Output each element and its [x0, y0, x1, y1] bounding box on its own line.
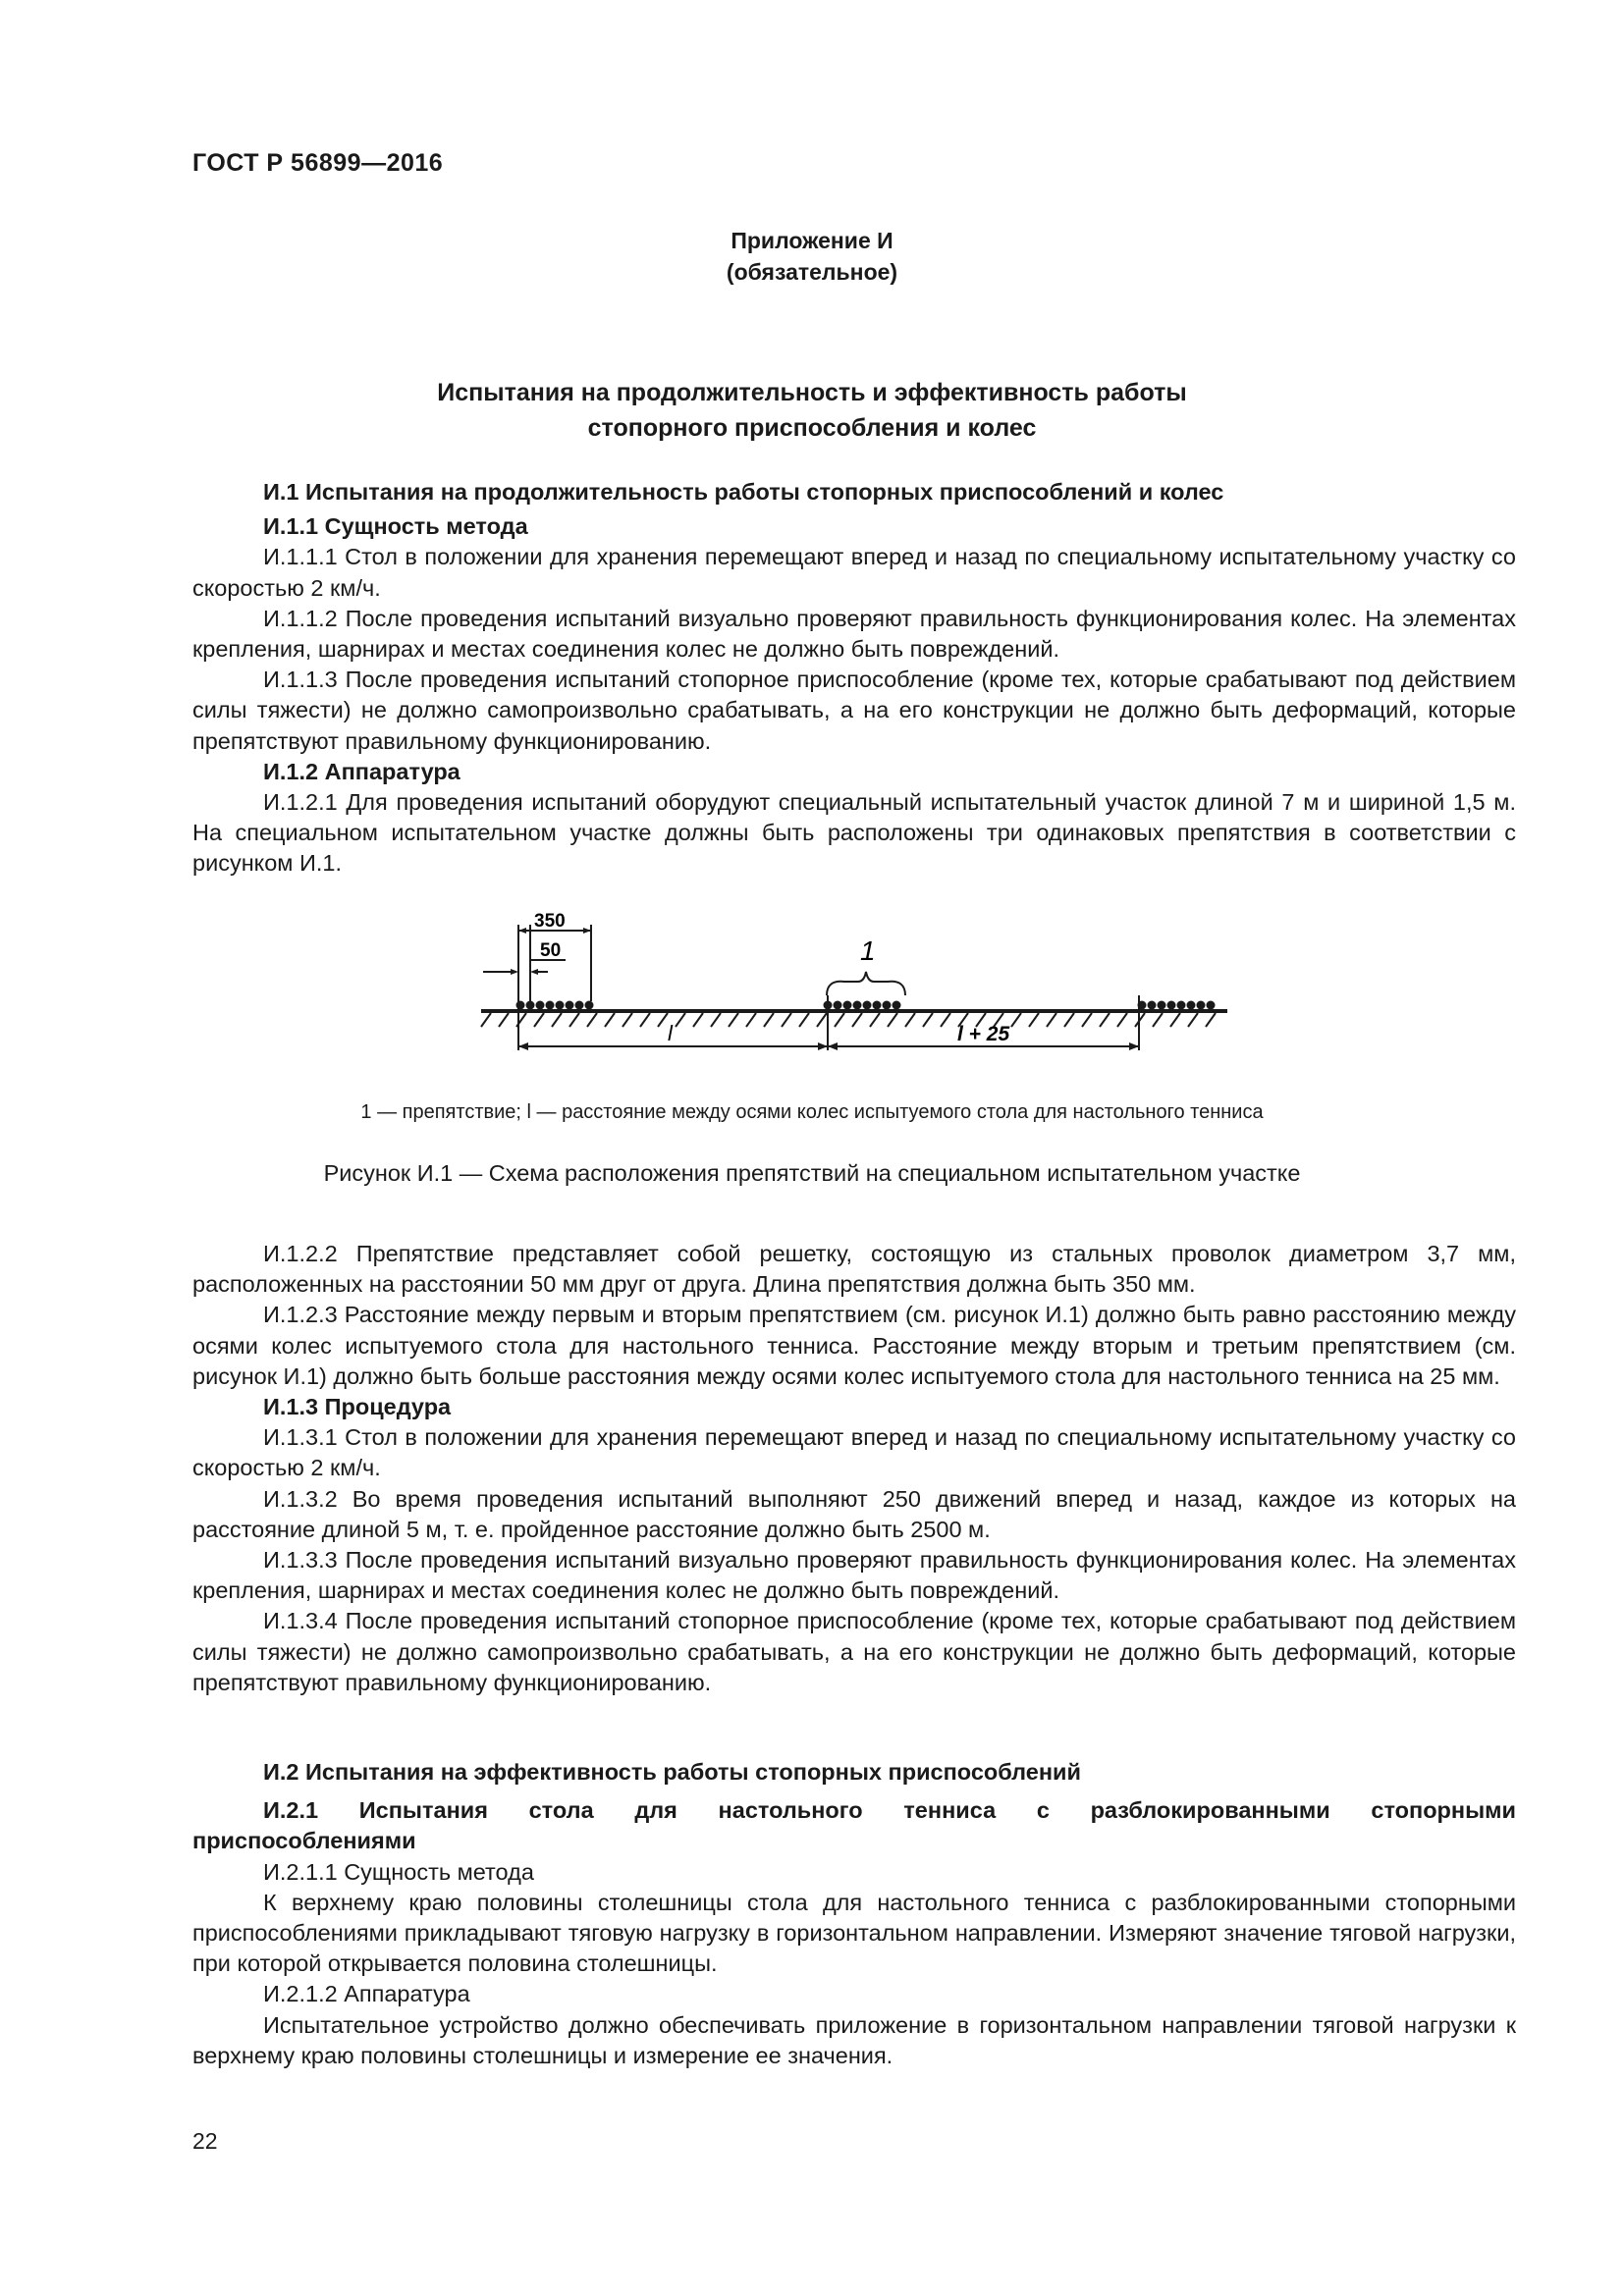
arrow	[518, 1042, 528, 1050]
arrow	[828, 1042, 838, 1050]
section-2-block	[192, 1757, 1516, 2071]
arrow	[583, 928, 591, 934]
paragraph: И.1.2.1 Для проведения испытаний оборудуют специальный испытательный участок длиной 7 м и шириной 1,5 м. На специальном испытательном участке должны быть расположены три одинаковых препятствия в соответствии с рисунком И.1.	[192, 789, 1516, 877]
document-header: ГОСТ Р 56899—2016	[192, 149, 444, 177]
appendix-note: (обязательное)	[726, 259, 898, 285]
subsection-heading: И.1.2 Аппаратура	[263, 758, 460, 784]
paragraph-label: И.2.1.2 Аппаратура	[263, 1981, 470, 2007]
dim-l-lines	[518, 995, 1139, 1050]
paragraph: И.1.2.2 Препятствие представляет собой решетку, состоящую из стальных проволок диаметром 3,7 мм, расположенных на расстоянии 50 мм друг от друга. Длина препятствия должна быть 350 мм.	[192, 1241, 1516, 1298]
arrow	[818, 1042, 828, 1050]
page-number: 22	[192, 2128, 218, 2154]
dim-l-label: l	[668, 1021, 673, 1045]
ground-hatching	[481, 1013, 1216, 1027]
paragraph: И.1.1.3 После проведения испытаний стопорное приспособление (кроме тех, которые срабатывают под действием силы тяжести) не должно самопроизвольно срабатывать, а на его конструкции не должно быть деформаций, которые препятствуют правильному функционированию.	[192, 667, 1516, 754]
subsection-heading-line2: приспособлениями	[192, 1828, 416, 1854]
obstacle-1	[516, 1001, 594, 1010]
dim-350-lines	[483, 925, 591, 1050]
appendix-title: Приложение И	[731, 228, 893, 253]
subsection-heading: И.1.3 Процедура	[263, 1394, 452, 1420]
subsection-heading-line1: И.2.1 Испытания стола для настольного тенниса с разблокированными стопорными	[263, 1797, 1516, 1824]
arrow	[530, 969, 538, 975]
arrow	[1129, 1042, 1139, 1050]
section-1-block	[192, 477, 1516, 880]
obstacle-3	[1138, 1001, 1216, 1010]
arrow	[511, 969, 518, 975]
dim-l25-label: l + 25	[957, 1023, 1010, 1045]
obstacle-2	[824, 1001, 901, 1010]
obstacle-diagram	[471, 903, 1237, 1070]
paragraph-label: И.2.1.1 Сущность метода	[263, 1858, 534, 1885]
dim-350-label: 350	[534, 911, 566, 932]
paragraph: И.1.1.1 Стол в положении для хранения перемещают вперед и назад по специальному испытательному участку со скоростью 2 км/ч.	[192, 544, 1516, 601]
dim-50-label: 50	[540, 940, 562, 961]
page-title-line2: стопорного приспособления и колес	[587, 414, 1037, 442]
paragraph: И.1.3.4 После проведения испытаний стопорное приспособление (кроме тех, которые срабатывают под действием силы тяжести) не должно самопроизвольно срабатывать, а на его конструкции не должно быть деформаций, которые препятствуют правильному функционированию.	[192, 1608, 1516, 1695]
figure-caption: Рисунок И.1 — Схема расположения препятствий на специальном испытательном участке	[323, 1160, 1301, 1186]
paragraph: И.1.2.3 Расстояние между первым и вторым препятствием (см. рисунок И.1) должно быть равно расстоянию между осями колес испытуемого стола для настольного тенниса. Расстояние между вторым и третьим препятствием (см. рисунок И.1) должно быть больше расстояния между осями колес испытуемого стола для настольного тенниса на 25 мм.	[192, 1302, 1516, 1389]
section-1-continued	[192, 1239, 1516, 1698]
paragraph: И.1.3.2 Во время проведения испытаний выполняют 250 движений вперед и назад, каждое из которых на расстояние длиной 5 м, т. е. пройденное расстояние должно быть 2500 м.	[192, 1485, 1516, 1542]
obstacle-label: 1	[860, 935, 876, 966]
section-heading: И.1 Испытания на продолжительность работы стопорных приспособлений и колес	[263, 479, 1224, 505]
paragraph: И.1.1.2 После проведения испытаний визуально проверяют правильность функционирования колес. На элементах крепления, шарнирах и местах соединения колес не должно быть повреждений.	[192, 605, 1516, 663]
paragraph: К верхнему краю половины столешницы стола для настольного тенниса с разблокированными стопорными приспособлениями прикладывают тяговую нагрузку в горизонтальном направлении. Измеряют значение тяговой нагрузки, при которой открывается половина столешницы.	[192, 1889, 1516, 1977]
subsection-heading: И.1.1 Сущность метода	[263, 513, 528, 540]
section-heading: И.2 Испытания на эффективность работы стопорных приспособлений	[263, 1759, 1081, 1785]
obstacle-brace	[827, 972, 905, 995]
page-title-line1: Испытания на продолжительность и эффективность работы	[437, 379, 1187, 406]
paragraph: И.1.3.3 После проведения испытаний визуально проверяют правильность функционирования колес. На элементах крепления, шарнирах и местах соединения колес не должно быть повреждений.	[192, 1547, 1516, 1604]
paragraph: Испытательное устройство должно обеспечивать приложение в горизонтальном направлении тяговой нагрузки к верхнему краю половины столешницы и измерение ее значения.	[192, 2011, 1516, 2068]
figure-legend: 1 — препятствие; l — расстояние между осями колес испытуемого стола для настольного тенниса	[360, 1101, 1264, 1123]
arrow	[518, 928, 526, 934]
paragraph: И.1.3.1 Стол в положении для хранения перемещают вперед и назад по специальному испытательному участку со скоростью 2 км/ч.	[192, 1424, 1516, 1481]
